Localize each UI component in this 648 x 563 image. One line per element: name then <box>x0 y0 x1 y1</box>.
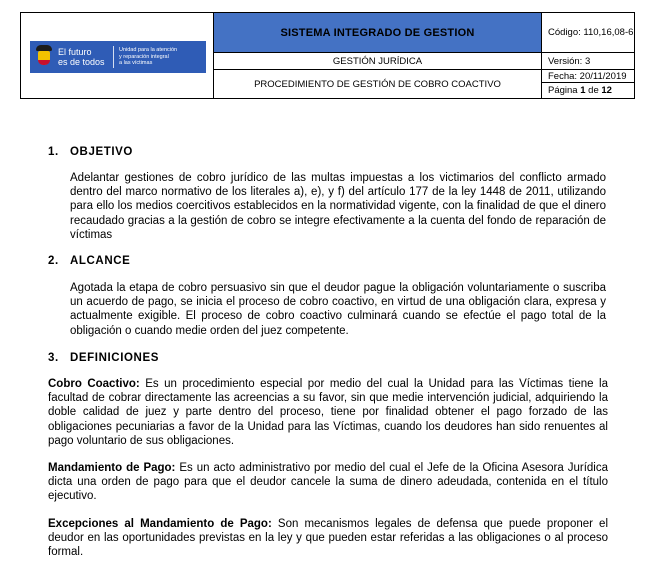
logo-entity-name: Unidad para la atención y reparación integral a las víctimas <box>119 47 178 67</box>
procedure-title: PROCEDIMIENTO DE GESTIÓN DE COBRO COACTIVO <box>254 78 501 90</box>
section-heading-alcance: 2. ALCANCE <box>48 255 131 267</box>
area-title: GESTIÓN JURÍDICA <box>214 53 541 70</box>
page-indicator: Página 1 de 12 <box>548 85 612 96</box>
coat-of-arms-icon <box>34 45 54 69</box>
system-title: SISTEMA INTEGRADO DE GESTION <box>214 13 541 53</box>
header-title-cell <box>214 13 542 98</box>
definition-cobro-coactivo: Cobro Coactivo: Es un procedimiento especial por medio del cual la Unidad para las Víctimas tiene la facultad de cobrar directamente las acreencias a su favor, sin que medie intervención judicial, adquiriendo la doble calidad de juez y parte dentro del proceso, tiene por finalidad obtener el pago forzado de las obligaciones pecuniarias a favor de la Unidad para las Víctimas, cuando los deudores han sido renuentes al pago voluntario de sus obligaciones. <box>48 378 608 447</box>
document-header <box>20 12 635 99</box>
section-heading-objetivo: 1. OBJETIVO <box>48 146 133 158</box>
document-version: Versión: 3 <box>542 53 634 70</box>
section-text-alcance: Agotada la etapa de cobro persuasivo sin que el deudor pague la obligación voluntariamente o suscriba un acuerdo de pago, se inicia el proceso de cobro coactivo, en virtud de una obligación clara, expresa y actualmente exigible. El proceso de cobro coactivo culminará cuando se efectúe el pago total de la obligación o cuando medie orden del juez competente. <box>70 282 606 337</box>
logo-cell <box>21 13 214 98</box>
definition-mandamiento-de-pago: Mandamiento de Pago: Es un acto administrativo por medio del cual el Jefe de la Oficina Asesora Jurídica dicta una orden de pago para que el deudor cancele la suma de dinero adeudada, contenida en el título ejecutivo. <box>48 462 608 503</box>
logo-slogan: El futuro es de todos <box>58 47 105 67</box>
document-date: Fecha: 20/11/2019 <box>542 70 634 83</box>
section-heading-definiciones: 3. DEFINICIONES <box>48 352 159 364</box>
organization-logo <box>30 41 206 73</box>
section-text-objetivo: Adelantar gestiones de cobro jurídico de las multas impuestas a los victimarios del conflicto armado dentro del marco normativo de los literales a), e), y f) del artículo 177 de la ley 1448 de 2011, utilizando para ello los medios coercitivos establecidos en la normatividad vigente, con la finalidad de que el dinero recaudado gracias a la gestión de cobro se integre efectivamente a la cuenta del fondo de reparación de víctimas <box>70 172 606 241</box>
header-meta-cell <box>542 13 634 98</box>
logo-divider <box>113 46 114 68</box>
definition-excepciones: Excepciones al Mandamiento de Pago: Son mecanismos legales de defensa que puede proponer el deudor en las oportunidades previstas en la ley y que pueden estar referidas a las obligaciones o al proceso formal. <box>48 518 609 559</box>
document-code: Código: 110,16,08-6 <box>542 13 634 53</box>
